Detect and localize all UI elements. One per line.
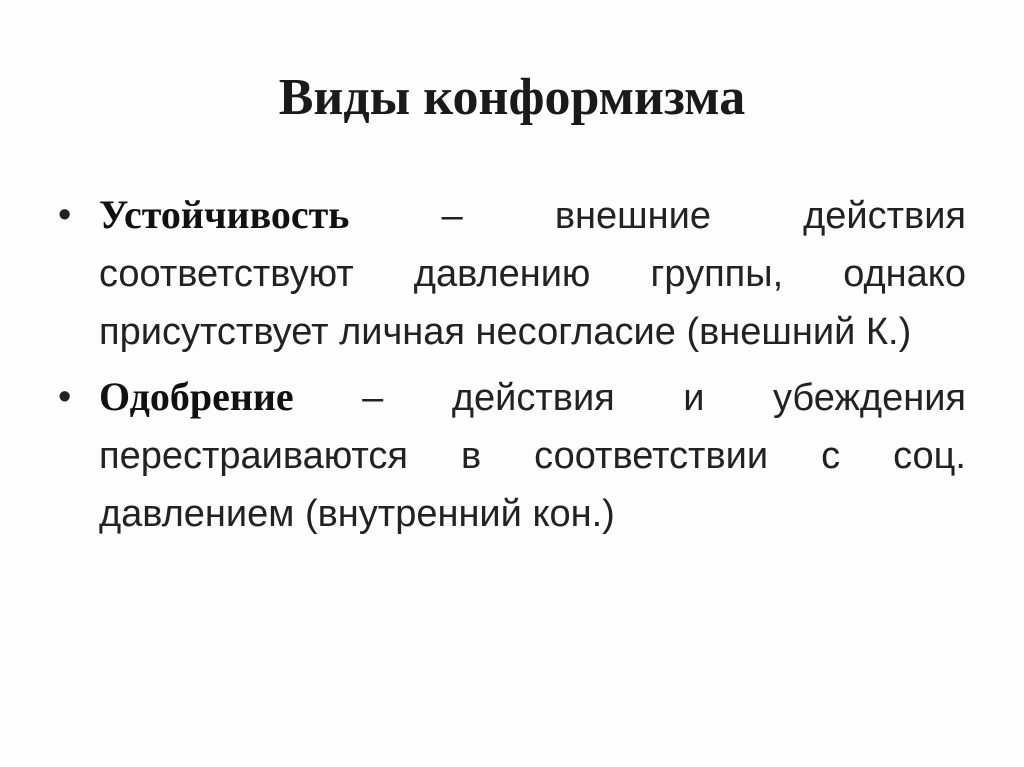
bullet-marker: •: [58, 194, 72, 236]
bullet-text: – внешние действия соответствуют давлению группы, однако присутствует личная несогласие (внешний К.): [99, 195, 966, 353]
bullet-item-ustoychivost: [58, 186, 966, 361]
bullet-item-odobrenie: [58, 368, 966, 543]
slide-title: Виды конформизма: [278, 69, 746, 126]
bullet-list: [58, 186, 966, 543]
bullet-marker: •: [58, 376, 72, 418]
bullet-term: Устойчивость: [99, 192, 350, 237]
bullet-term: Одобрение: [99, 374, 294, 419]
bullet-text: – действия и убеждения перестраиваются в соответствии с соц. давлением (внутренний кон.): [99, 377, 966, 535]
